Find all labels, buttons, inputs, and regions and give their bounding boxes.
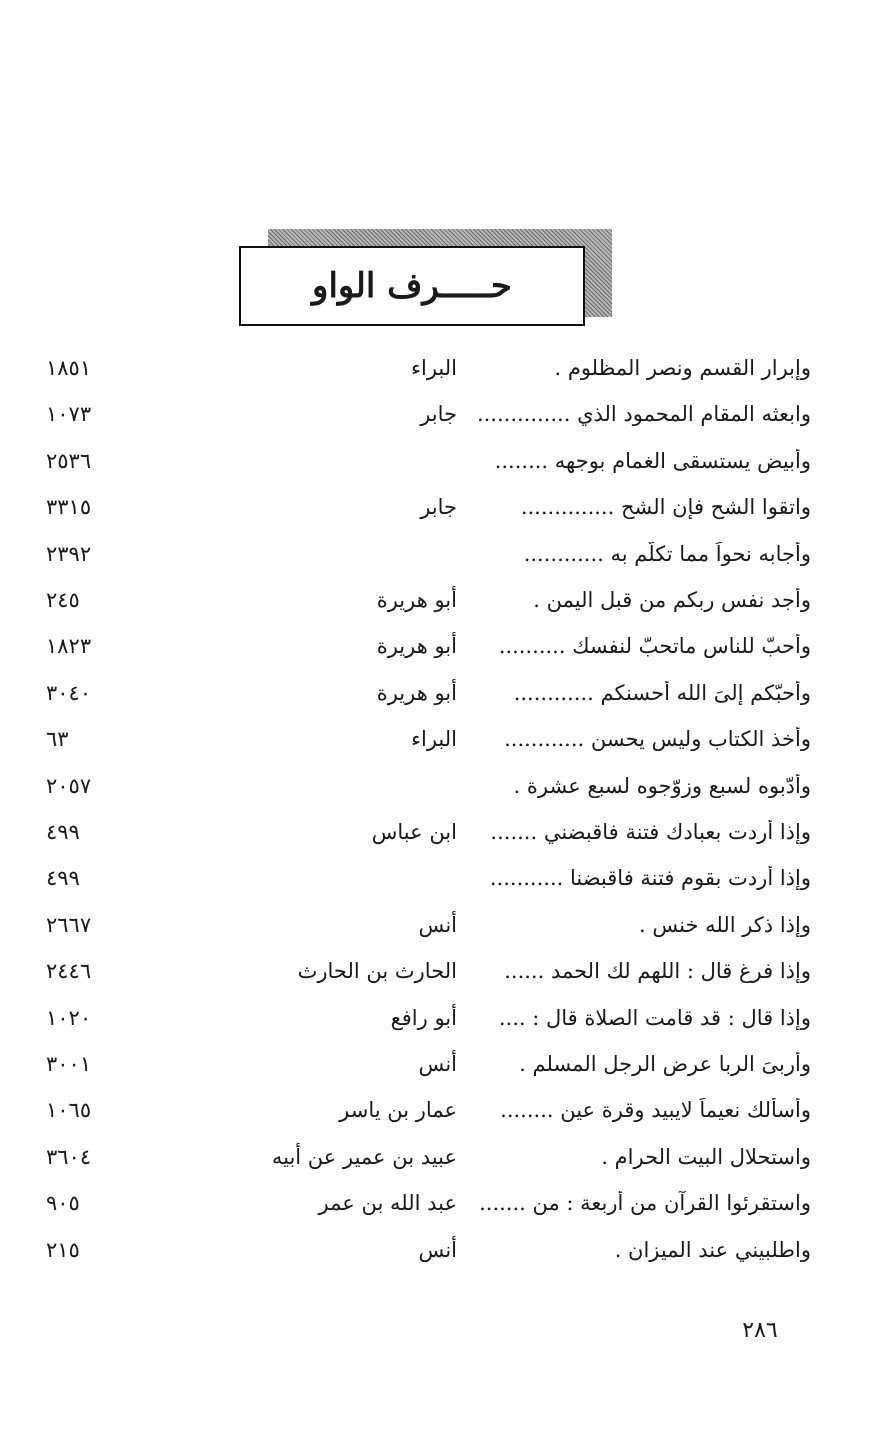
entry-number: ٤٩٩ xyxy=(46,866,80,891)
entry-phrase: وابعثه المقام المحمود الذي .............. xyxy=(476,402,811,427)
entry-number: ٢٥٣٦ xyxy=(46,448,92,473)
list-item xyxy=(0,1234,891,1274)
entry-narrator: جابر xyxy=(420,402,457,427)
entry-number: ٢٣٩٢ xyxy=(46,541,92,566)
list-item xyxy=(0,538,891,578)
section-title: حـــــرف الواو xyxy=(312,266,512,306)
entry-phrase: وأجابه نحواً مما تكلّم به ............ xyxy=(523,541,811,566)
list-item xyxy=(0,1094,891,1134)
entry-phrase: وأبيض يستسقى الغمام بوجهه ........ xyxy=(494,448,811,473)
entry-number: ٣٠٠١ xyxy=(46,1052,92,1076)
entry-narrator: أبو هريرة xyxy=(376,680,457,705)
entry-number: ٢١٥ xyxy=(46,1237,80,1262)
list-item xyxy=(0,723,891,763)
entry-number: ١٠٧٣ xyxy=(46,402,92,427)
entry-number: ٢٠٥٧ xyxy=(46,773,92,798)
entry-number: ١٨٢٣ xyxy=(46,634,92,659)
list-item xyxy=(0,909,891,949)
page-number: ٢٨٦ xyxy=(742,1318,778,1343)
entry-narrator: أنس xyxy=(418,912,457,937)
entry-phrase: وأجد نفس ربكم من قبل اليمن . xyxy=(533,588,811,612)
entry-narrator: أبو هريرة xyxy=(376,588,457,612)
entry-narrator: الحارث بن الحارث xyxy=(297,959,457,984)
entry-phrase: واستحلال البيت الحرام . xyxy=(601,1144,811,1169)
entry-narrator: ابن عباس xyxy=(371,820,457,844)
list-item xyxy=(0,491,891,531)
entry-phrase: وأسألك نعيماً لايبيد وقرة عين ........ xyxy=(500,1098,811,1123)
entry-narrator: البراء xyxy=(411,727,457,752)
entry-narrator: أبو هريرة xyxy=(376,634,457,659)
entry-number: ٢٤٥ xyxy=(46,588,80,612)
entry-phrase: واستقرئوا القرآن من أربعة : من ....... xyxy=(479,1191,811,1216)
entry-phrase: وأخذ الكتاب وليس يحسن ............ xyxy=(504,727,811,752)
list-item xyxy=(0,352,891,392)
list-item xyxy=(0,398,891,438)
entry-narrator: عمار بن ياسر xyxy=(339,1098,457,1123)
list-item xyxy=(0,955,891,995)
entry-number: ٩٠٥ xyxy=(46,1191,80,1216)
entry-number: ٣٦٠٤ xyxy=(46,1144,92,1169)
entry-number: ١٠٢٠ xyxy=(46,1005,92,1030)
list-item xyxy=(0,1002,891,1042)
entry-phrase: وأحبّكم إلىَ الله أحسنكم ............ xyxy=(513,680,811,705)
list-item xyxy=(0,584,891,624)
entry-narrator: البراء xyxy=(411,356,457,380)
list-item xyxy=(0,862,891,902)
entry-phrase: وإذا ذكر الله خنس . xyxy=(638,912,811,937)
entry-narrator: أنس xyxy=(418,1237,457,1262)
entry-number: ٢٦٦٧ xyxy=(46,912,92,937)
entry-narrator: جابر xyxy=(420,495,457,520)
list-item xyxy=(0,677,891,717)
entry-narrator: أنس xyxy=(418,1052,457,1076)
entry-phrase: وإذا فرغ قال : اللهم لك الحمد ...... xyxy=(504,959,811,984)
entry-phrase: وأدّبوه لسبع وزوّجوه لسبع عشرة . xyxy=(513,773,811,798)
entry-number: ٤٩٩ xyxy=(46,820,80,844)
section-header xyxy=(239,246,585,326)
entry-phrase: وإذا أردت بقوم فتنة فاقبضنا ........... xyxy=(489,866,811,891)
list-item xyxy=(0,445,891,485)
list-item xyxy=(0,1048,891,1088)
entry-phrase: وإبرار القسم ونصر المظلوم . xyxy=(554,356,811,380)
list-item xyxy=(0,1187,891,1227)
entry-phrase: وإذا قال : قد قامت الصلاة قال : .... xyxy=(498,1005,811,1030)
list-item xyxy=(0,630,891,670)
list-item xyxy=(0,816,891,856)
entry-number: ٣٣١٥ xyxy=(46,495,92,520)
entry-number: ١٠٦٥ xyxy=(46,1098,92,1123)
entry-number: ٣٠٤٠ xyxy=(46,680,92,705)
entry-narrator: أبو رافع xyxy=(390,1005,457,1030)
entry-phrase: واتقوا الشح فإن الشحِ .............. xyxy=(520,495,811,520)
list-item xyxy=(0,770,891,810)
entry-phrase: واطلبيني عند الميزان . xyxy=(614,1237,811,1262)
entry-narrator: عبد الله بن عمر xyxy=(318,1191,457,1216)
entry-phrase: وأحبّ للناس ماتحبّ لنفسك .......... xyxy=(498,634,811,659)
entry-number: ٦٣ xyxy=(46,727,69,752)
list-item xyxy=(0,1141,891,1181)
entry-phrase: وإذا أردت بعبادك فتنة فاقبضني ....... xyxy=(490,820,811,844)
entry-phrase: وأربىَ الربا عرض الرجل المسلم . xyxy=(519,1052,811,1076)
entry-number: ١٨٥١ xyxy=(46,356,92,380)
entry-narrator: عبيد بن عمير عن أبيه xyxy=(271,1144,457,1169)
entry-number: ٢٤٤٦ xyxy=(46,959,92,984)
